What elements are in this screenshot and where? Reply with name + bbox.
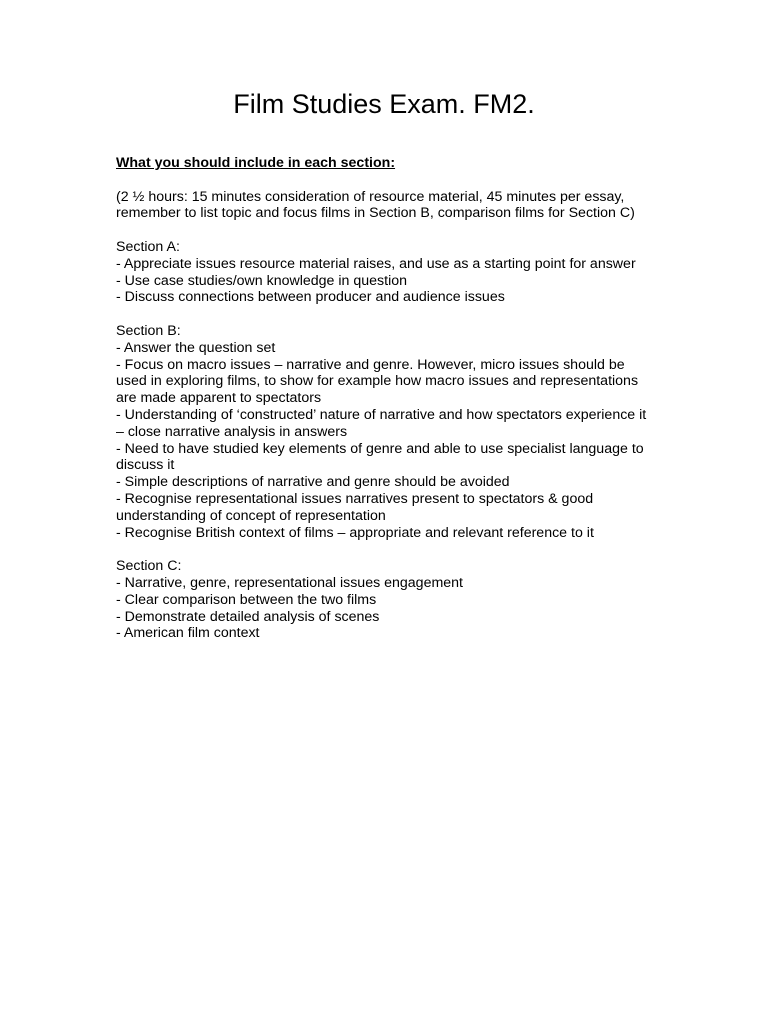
exam-timing-note: (2 ½ hours: 15 minutes consideration of resource material, 45 minutes per essay, remember to list topic and focus films in Section B, comparison films for Section C)	[116, 188, 635, 222]
section-a	[116, 239, 656, 306]
page-title: Film Studies Exam. FM2.	[233, 89, 535, 119]
list-item: - Use case studies/own knowledge in question	[116, 272, 408, 289]
list-item: - Appreciate issues resource material raises, and use as a starting point for answer	[116, 255, 636, 272]
section-label: Section C:	[116, 558, 182, 575]
list-item: - Narrative, genre, representational issues engagement	[116, 574, 463, 591]
section-a-list	[116, 256, 656, 306]
list-item: - Need to have studied key elements of genre and able to use specialist language to discuss it	[116, 440, 644, 474]
list-item: - Demonstrate detailed analysis of scenes	[116, 608, 380, 625]
list-item: - Discuss connections between producer and audience issues	[116, 289, 505, 306]
section-guidance-heading: What you should include in each section:	[116, 155, 396, 171]
list-item: - Clear comparison between the two films	[116, 591, 377, 608]
section-b-list	[116, 340, 656, 542]
list-item: - Focus on macro issues – narrative and genre. However, micro issues should be used in exploring films, to show for example how macro issues and representations are made apparent to spectators	[116, 356, 639, 407]
section-c-list	[116, 575, 656, 642]
list-item: - Understanding of ‘constructed’ nature of narrative and how spectators experience it – close narrative analysis in answers	[116, 406, 647, 440]
section-b	[116, 323, 656, 541]
section-label: Section B:	[116, 322, 181, 339]
list-item: - Simple descriptions of narrative and genre should be avoided	[116, 474, 510, 491]
list-item: - Answer the question set	[116, 339, 276, 356]
list-item: - Recognise British context of films – appropriate and relevant reference to it	[116, 524, 594, 541]
list-item: - Recognise representational issues narratives present to spectators & good understanding of concept of representation	[116, 490, 594, 524]
list-item: - American film context	[116, 625, 260, 642]
section-c	[116, 558, 656, 642]
document-body	[116, 155, 656, 642]
section-label: Section A:	[116, 238, 180, 255]
